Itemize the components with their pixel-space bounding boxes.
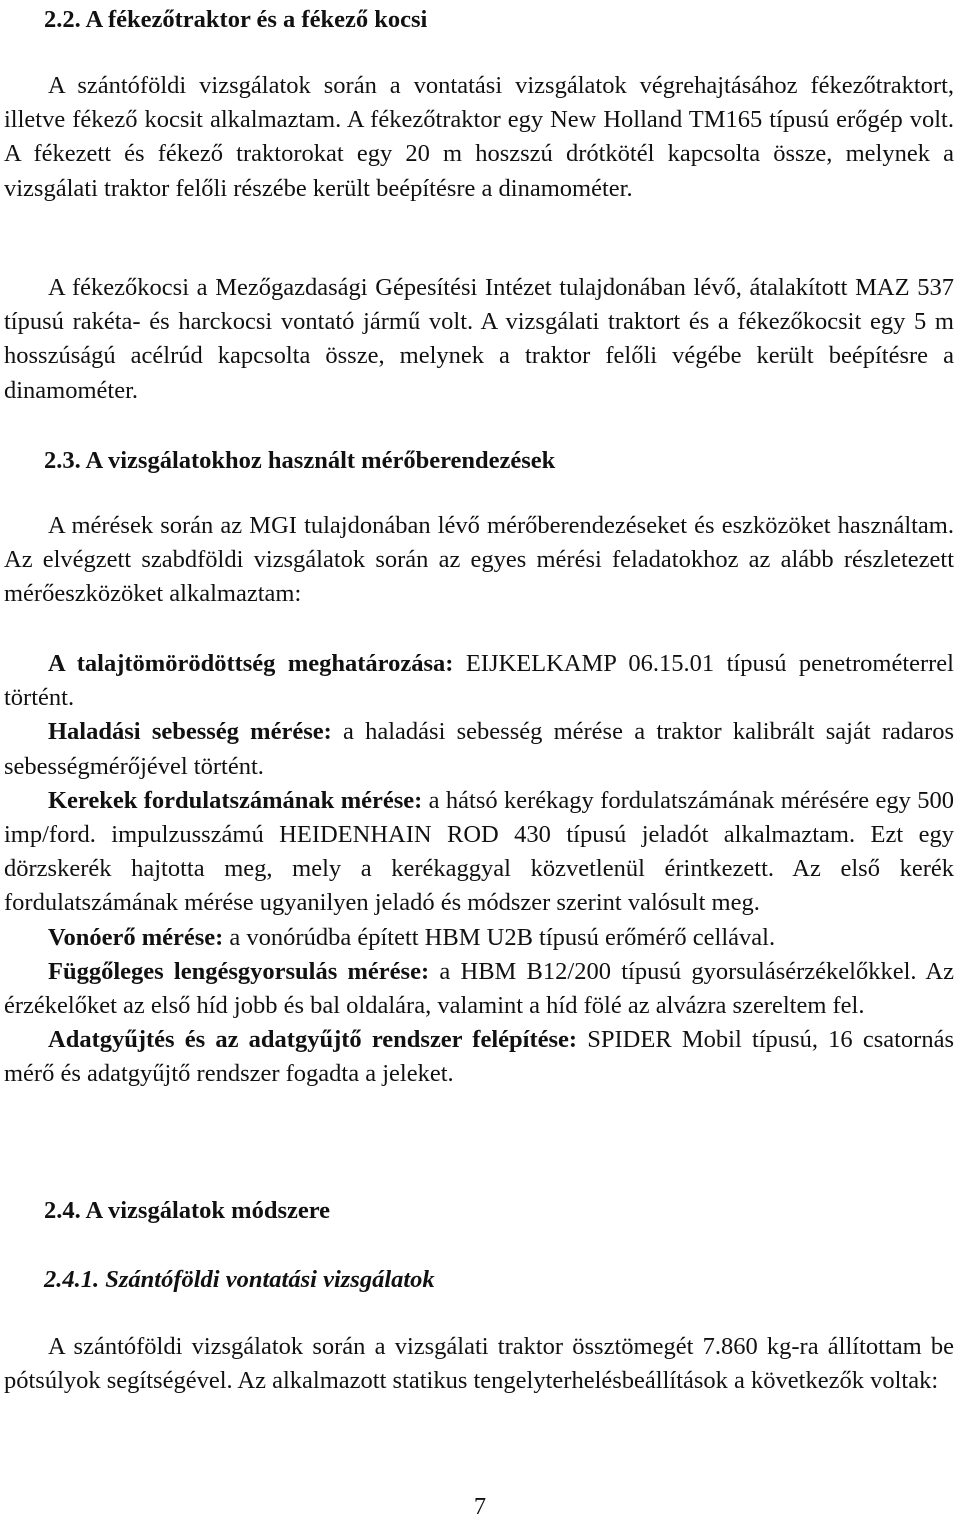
list-item-lead: A talajtömörödöttség meghatározása: [48, 650, 454, 677]
section-2-4-1-paragraph-1 [4, 1330, 954, 1398]
list-item [4, 715, 954, 783]
paragraph-text: A szántóföldi vizsgálatok során a vontatási vizsgálatok végrehajtásához fékezőtraktort, illetve fékező kocsit alkalmaztam. A fékezőtraktor egy New Holland TM165 típusú erőgép volt. A fékezett és fékező traktorokat egy 20 m hoszszú drótkötél kapcsolta össze, melynek a vizsgálati traktor felőli részébe került beépítésre a dinamométer. [4, 72, 954, 202]
list-item-text: a hátsó kerékagy fordulatszámának mérésére egy 500 imp/ford. impulzusszámú HEIDENHAIN ROD 430 típusú jeladót alkalmaztam. Ezt egy dörzskerék hajtotta meg, mely a kerékaggyal közvetlenül érintkezett. Az első kerék fordulatszámának mérése ugyanilyen jeladó és módszer szerint valósult meg. [4, 786, 955, 917]
paragraph-text: A fékezőkocsi a Mezőgazdasági Gépesítési Intézet tulajdonában lévő, átalakított MAZ 537 típusú rakéta- és harckocsi vontató jármű volt. A vizsgálati traktort és a fékezőkocsit egy 5 m hosszúságú acélrúd kapcsolta össze, melynek a traktor felőli végébe került beépítésre a dinamométer. [4, 274, 954, 404]
list-item-text: EIJKELKAMP 06.15.01 típusú penetrométerrel történt. [4, 650, 954, 712]
section-2-2-heading: 2.2. A fékezőtraktor és a fékező kocsi [44, 6, 428, 33]
list-item [4, 921, 954, 955]
list-item-text: a HBM B12/200 típusú gyorsulásérzékelőkkel. Az érzékelőket az első híd jobb és bal oldalára, valamint a híd fölé az alvázra szereltem fel. [4, 957, 954, 1020]
list-item-lead: Vonóerő mérése: [48, 923, 224, 951]
section-2-4-1-heading: 2.4.1. Szántóföldi vontatási vizsgálatok [44, 1266, 435, 1293]
list-item [4, 1023, 954, 1091]
section-2-2-paragraph-2 [4, 271, 954, 408]
list-item [4, 647, 954, 715]
paragraph-text: A mérések során az MGI tulajdonában lévő mérőberendezéseket és eszközöket használtam. Az elvégzett szabdföldi vizsgálatok során az egyes mérési feladatokhoz az alább részletezett mérőeszközöket alkalmaztam: [4, 512, 954, 608]
list-item-lead: Függőleges lengésgyorsulás mérése: [48, 957, 430, 985]
paragraph-text: A szántóföldi vizsgálatok során a vizsgálati traktor össztömegét 7.860 kg-ra állítottam be pótsúlyok segítségével. Az alkalmazott statikus tengelyterhelésbeállítások a következők voltak: [4, 1333, 954, 1395]
page-number: 7 [473, 1493, 487, 1520]
list-item [4, 955, 954, 1023]
list-item-text: a vonórúdba épített HBM U2B típusú erőmérő cellával. [223, 923, 776, 951]
section-2-3-heading: 2.3. A vizsgálatokhoz használt mérőberendezések [44, 447, 556, 474]
section-2-2-paragraph-1 [4, 69, 954, 206]
list-item-lead: Kerekek fordulatszámának mérése: [48, 786, 423, 814]
list-item-text: SPIDER Mobil típusú, 16 csatornás mérő és adatgyűjtő rendszer fogadta a jeleket. [4, 1026, 954, 1088]
section-2-4-heading: 2.4. A vizsgálatok módszere [44, 1197, 331, 1224]
equipment-list [4, 647, 954, 1092]
section-2-3-intro [4, 509, 954, 612]
list-item-text: a haladási sebesség mérése a traktor kalibrált saját radaros sebességmérőjével történt. [4, 718, 954, 780]
list-item-lead: Adatgyűjtés és az adatgyűjtő rendszer felépítése: [48, 1026, 578, 1054]
list-item-lead: Haladási sebesség mérése: [48, 718, 332, 746]
list-item [4, 784, 954, 921]
